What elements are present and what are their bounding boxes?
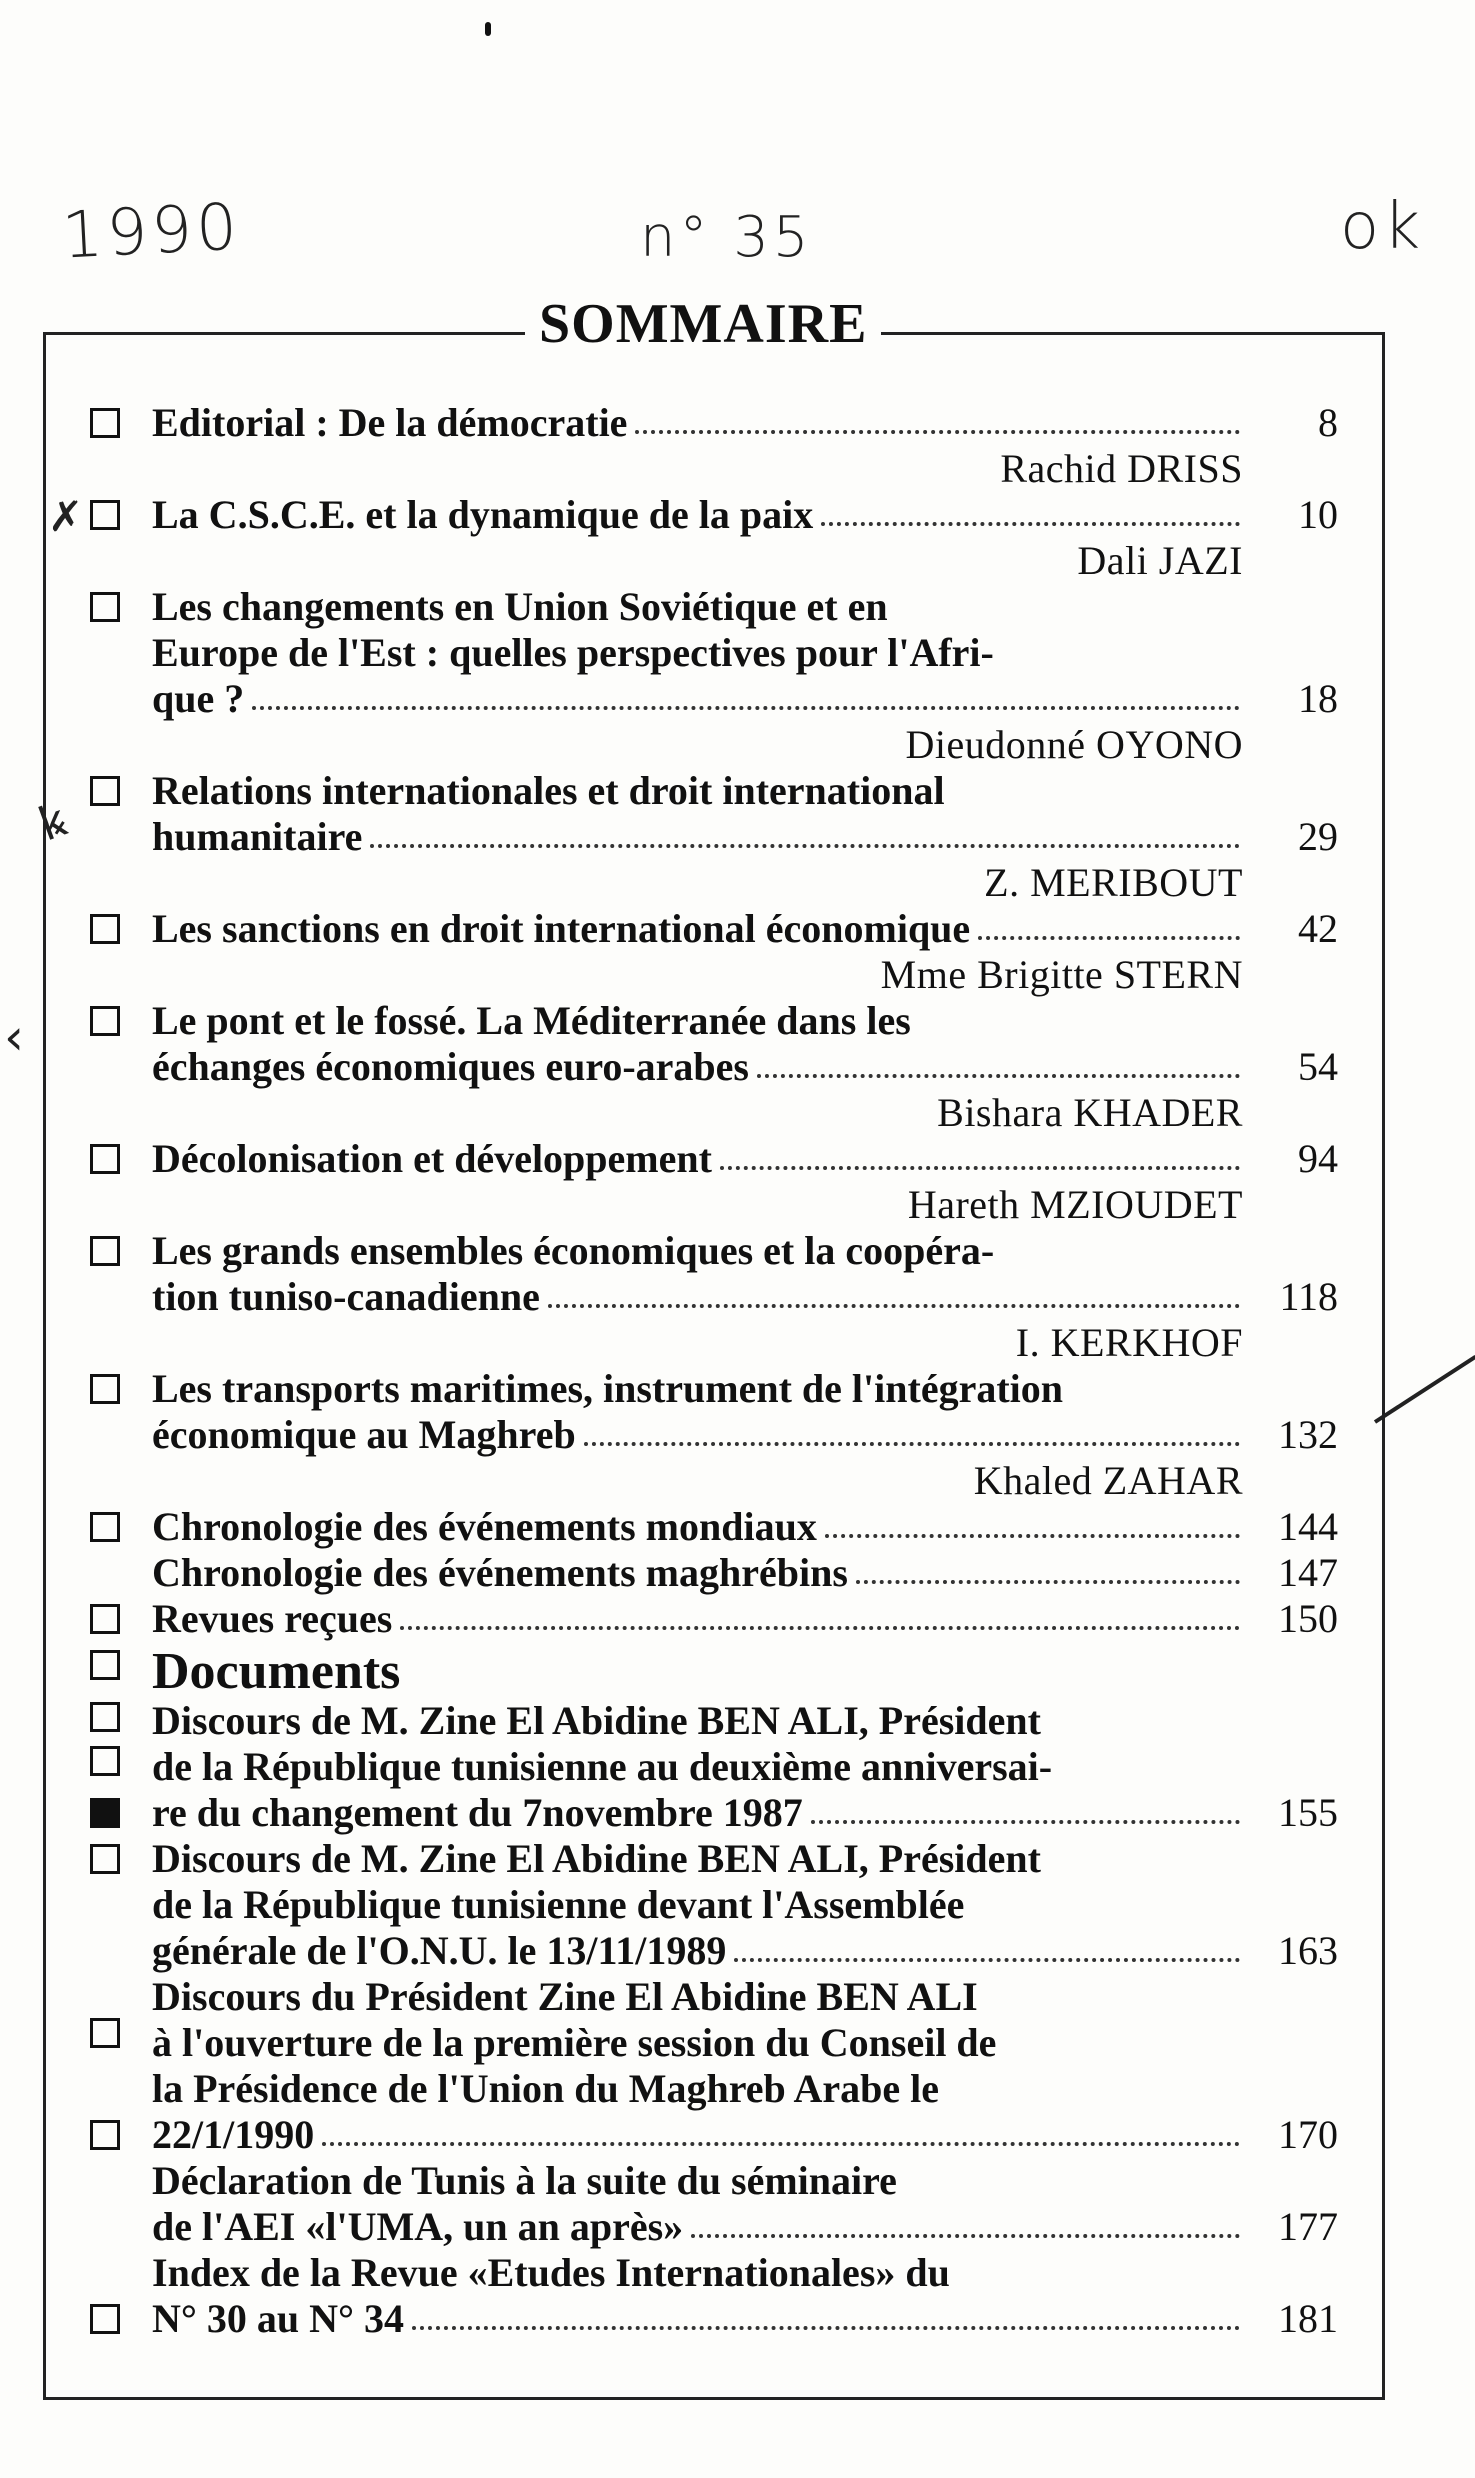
leader-dots: [811, 1820, 1240, 1824]
margin-mark: ‹: [4, 1008, 24, 1066]
entry-title-line: [0, 998, 1475, 1044]
leader-dots: [734, 1958, 1240, 1962]
entry-title: Revues reçues: [152, 1596, 393, 1641]
entry-title: La C.S.C.E. et la dynamique de la paix: [152, 492, 814, 537]
entry-title: Editorial : De la démocratie: [152, 400, 628, 445]
entry-title-line: [0, 630, 1475, 676]
leader-dots: [584, 1442, 1240, 1446]
page-number: 29: [1298, 814, 1338, 859]
entry-title-line: [0, 1044, 1475, 1090]
margin-mark: ✗: [48, 492, 84, 541]
entry-author-line: [0, 1090, 1475, 1136]
entry-title-line: [0, 2204, 1475, 2250]
ink-speck: [485, 22, 491, 36]
entry-title: Relations internationales et droit international: [152, 768, 945, 813]
entry-title-line: [0, 1550, 1475, 1596]
entry-title: Le pont et le fossé. La Méditerranée dans les: [152, 998, 911, 1043]
entry-title-line: [0, 814, 1475, 860]
handwritten-issue-number: n° 35: [640, 205, 813, 270]
entry-title: Discours de M. Zine El Abidine BEN ALI, Président: [152, 1836, 1041, 1881]
entry-title-line: [0, 400, 1475, 446]
page-number: 132: [1278, 1412, 1338, 1457]
leader-dots: [856, 1580, 1240, 1584]
entry-author: I. KERKHOF: [1015, 1320, 1243, 1365]
entry-author: Dieudonné OYONO: [905, 722, 1243, 767]
entry-title-line: [0, 1974, 1475, 2020]
entry-title-line: [0, 1882, 1475, 1928]
entry-checkbox[interactable]: [90, 2018, 120, 2048]
leader-dots: [548, 1304, 1240, 1308]
leader-dots: [400, 1626, 1240, 1630]
handwritten-year: 1990: [60, 190, 243, 274]
entry-title-line: [0, 1836, 1475, 1882]
leader-dots: [720, 1166, 1240, 1170]
entry-title: re du changement du 7novembre 1987: [152, 1790, 803, 1835]
entry-title: tion tuniso-canadienne: [152, 1274, 540, 1319]
leader-dots: [691, 2234, 1240, 2238]
entry-title-line: [0, 676, 1475, 722]
entry-author: Bishara KHADER: [937, 1090, 1243, 1135]
entry-author-line: [0, 860, 1475, 906]
entry-title-line: [0, 1136, 1475, 1182]
entry-title-line: [0, 1412, 1475, 1458]
entry-title-line: [0, 492, 1475, 538]
entry-author-line: [0, 1182, 1475, 1228]
entry-title-line: [0, 1366, 1475, 1412]
page-number: 18: [1298, 676, 1338, 721]
entry-author-line: [0, 952, 1475, 998]
page-number: 54: [1298, 1044, 1338, 1089]
page-title: SOMMAIRE: [525, 292, 881, 356]
page-number: 118: [1279, 1274, 1338, 1319]
entry-title: Les grands ensembles économiques et la coopéra-: [152, 1228, 995, 1273]
leader-dots: [322, 2142, 1240, 2146]
leader-dots: [825, 1534, 1240, 1538]
entry-title-line: [0, 1228, 1475, 1274]
entry-title: humanitaire: [152, 814, 363, 859]
entry-author: Mme Brigitte STERN: [880, 952, 1243, 997]
documents-heading: Documents: [152, 1643, 401, 1700]
entry-title: Les sanctions en droit international économique: [152, 906, 971, 951]
page-number: 170: [1278, 2112, 1338, 2157]
leader-dots: [370, 844, 1240, 848]
entry-title-line: [0, 2020, 1475, 2066]
entry-title-line: [0, 1274, 1475, 1320]
entry-title: que ?: [152, 676, 245, 721]
entry-title: Les changements en Union Soviétique et en: [152, 584, 888, 629]
entry-title-line: [0, 2250, 1475, 2296]
entry-title-line: [0, 584, 1475, 630]
entry-title-line: [0, 768, 1475, 814]
entry-title-line: [0, 1698, 1475, 1744]
entry-title: Chronologie des événements maghrébins: [152, 1550, 848, 1595]
entry-title: Déclaration de Tunis à la suite du séminaire: [152, 2158, 897, 2203]
entry-title-line: [0, 2066, 1475, 2112]
entry-title: Europe de l'Est : quelles perspectives pour l'Afri-: [152, 630, 994, 675]
page-number: 181: [1278, 2296, 1338, 2341]
entry-title: de la République tunisienne devant l'Assemblée: [152, 1882, 965, 1927]
entry-title: Discours du Président Zine El Abidine BEN ALI: [152, 1974, 978, 2019]
entry-title-line: [0, 1790, 1475, 1836]
leader-dots: [412, 2326, 1240, 2330]
page-number: 8: [1318, 400, 1338, 445]
entry-author: Dali JAZI: [1077, 538, 1243, 583]
handwritten-ok-note: ok: [1340, 190, 1425, 264]
entry-title: générale de l'O.N.U. le 13/11/1989: [152, 1928, 727, 1973]
page-number: 42: [1298, 906, 1338, 951]
entry-title-line: [0, 2112, 1475, 2158]
entry-title: Discours de M. Zine El Abidine BEN ALI, Président: [152, 1698, 1041, 1743]
entry-author: Khaled ZAHAR: [973, 1458, 1243, 1503]
leader-dots: [252, 706, 1240, 710]
page-number: 155: [1278, 1790, 1338, 1835]
entry-title: Index de la Revue «Etudes Internationales» du: [152, 2250, 950, 2295]
entry-title-line: [0, 1744, 1475, 1790]
page-number: 150: [1278, 1596, 1338, 1641]
entry-checkbox[interactable]: [90, 1650, 120, 1680]
leader-dots: [821, 522, 1240, 526]
entry-title-line: [0, 2296, 1475, 2342]
leader-dots: [635, 430, 1240, 434]
page-number: 144: [1278, 1504, 1338, 1549]
entry-title: de la République tunisienne au deuxième anniversai-: [152, 1744, 1053, 1789]
entry-title-line: [0, 1928, 1475, 1974]
entry-title: 22/1/1990: [152, 2112, 315, 2157]
entry-title: la Présidence de l'Union du Maghreb Arabe le: [152, 2066, 940, 2111]
entry-title-line: [0, 906, 1475, 952]
entry-title: économique au Maghreb: [152, 1412, 576, 1457]
page-number: 94: [1298, 1136, 1338, 1181]
margin-mark: ꝃ: [31, 792, 74, 852]
entry-author-line: [0, 446, 1475, 492]
entry-author-line: [0, 538, 1475, 584]
entry-author: Hareth MZIOUDET: [907, 1182, 1243, 1227]
entry-title-line: [0, 1504, 1475, 1550]
entry-author-line: [0, 1320, 1475, 1366]
entry-title: à l'ouverture de la première session du Conseil de: [152, 2020, 997, 2065]
page-number: 163: [1278, 1928, 1338, 1973]
entry-author-line: [0, 722, 1475, 768]
leader-dots: [757, 1074, 1240, 1078]
entry-title: N° 30 au N° 34: [152, 2296, 405, 2341]
entry-title: Décolonisation et développement: [152, 1136, 712, 1181]
entry-title-line: [0, 1596, 1475, 1642]
entry-author: Z. MERIBOUT: [984, 860, 1243, 905]
leader-dots: [978, 936, 1240, 940]
page-number: 147: [1278, 1550, 1338, 1595]
entry-title: de l'AEI «l'UMA, un an après»: [152, 2204, 684, 2249]
entry-title: Chronologie des événements mondiaux: [152, 1504, 817, 1549]
entry-title: Les transports maritimes, instrument de l'intégration: [152, 1366, 1064, 1411]
page-number: 10: [1298, 492, 1338, 537]
entry-title: échanges économiques euro-arabes: [152, 1044, 749, 1089]
entry-title-line: [0, 2158, 1475, 2204]
page-number: 177: [1278, 2204, 1338, 2249]
entry-author-line: [0, 1458, 1475, 1504]
entry-author: Rachid DRISS: [1000, 446, 1243, 491]
